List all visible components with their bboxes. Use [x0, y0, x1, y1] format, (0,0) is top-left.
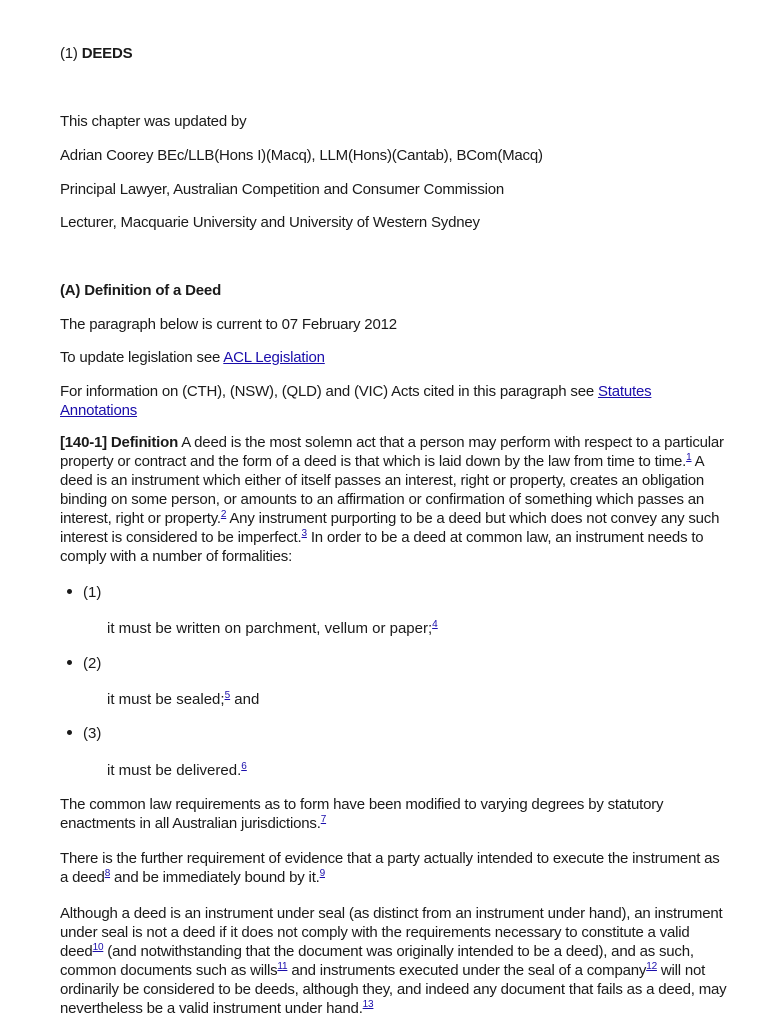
footnote-link-9[interactable]: 9 — [319, 868, 325, 879]
footnote-link-8[interactable]: 8 — [104, 868, 111, 879]
footnote-link-7[interactable]: 7 — [320, 814, 327, 825]
list-item: (2) — [67, 654, 101, 673]
footnote-link-4[interactable]: 4 — [432, 619, 438, 630]
list-item: (3) — [67, 724, 101, 743]
footnote-link-13[interactable]: 13 — [362, 999, 374, 1010]
footnote-link-3[interactable]: 3 — [301, 528, 307, 539]
acl-legislation-link[interactable]: ACL Legislation — [223, 349, 325, 366]
paragraph-instrument-under-seal: Although a deed is an instrument under seal (as distinct from an instrument under hand), an instrument under seal is not a deed if it does not comply with the requirements necessary to constitute a valid deed$^{10}$ (and notwithstanding that the document was originally intended to be a deed), and as such, common documents such as wills$^{11}$ and instruments executed under the seal of a company$^{12}$ will not ordinarily be considered to be deeds, although they, and indeed any document that fails as a deed, may nevertheless be a valid instrument under hand.$^{13}$ — [60, 905, 727, 1017]
paragraph-140-1: [140-1] Definition A deed is the most solemn act that a person may perform with respect to a particular property or contract and the form of a deed is that which is laid down by the law from time to time.$^1$ A deed is an instrument which either of itself passes an interest, right or property, creates an obligation binding on some person, or amounts to an affirmation or confirmation of something which passes an interest, right or property.$^2$ Any instrument purporting to be a deed but which does not convey any such interest is considered to be imperfect.$^3$ In order to be a deed at common law, an instrument needs to comply with a number of formalities: — [60, 434, 724, 565]
list-item-text: it must be sealed;$^5$ and — [107, 690, 260, 708]
footnote-link-1[interactable]: 1 — [686, 452, 692, 463]
bullet-icon — [67, 589, 72, 594]
chapter-number: (1) — [60, 45, 78, 62]
paragraph-label: [140-1] Definition — [60, 434, 179, 451]
section-a-title: (A) Definition of a Deed — [60, 282, 222, 299]
footnote-link-2[interactable]: 2 — [220, 509, 227, 520]
author-name: Adrian Coorey BEc/LLB(Hons I)(Macq), LLM(Hons)(Cantab), BCom(Macq) — [60, 147, 543, 164]
footnote-link-10[interactable]: 10 — [92, 942, 104, 953]
list-item-text: it must be delivered.$^6$ — [107, 761, 247, 779]
footnote-link-5[interactable]: 5 — [224, 690, 231, 701]
statutes-info-line: For information on (CTH), (NSW), (QLD) and (VIC) Acts cited in this paragraph see Statutes Annotations — [60, 383, 652, 419]
updated-intro: This chapter was updated by — [60, 113, 247, 130]
chapter-title: DEEDS — [81, 45, 133, 62]
footnote-link-11[interactable]: 11 — [277, 961, 288, 972]
paragraph-common-law: The common law requirements as to form have been modified to varying degrees by statutory enactments in all Australian jurisdictions.$^7$ — [60, 796, 664, 832]
list-item-text: it must be written on parchment, vellum or paper;$^4$ — [107, 619, 438, 637]
statutes-annotations-link[interactable]: Statutes Annotations — [60, 383, 652, 419]
author-role-2: Lecturer, Macquarie University and University of Western Sydney — [60, 214, 480, 231]
footnote-link-12[interactable]: 12 — [646, 961, 657, 972]
list-item: (1) — [67, 583, 101, 602]
footnote-link-6[interactable]: 6 — [241, 761, 247, 772]
update-legislation-line: To update legislation see ACL Legislation — [60, 349, 325, 366]
current-to-note: The paragraph below is current to 07 February 2012 — [60, 316, 397, 333]
bullet-icon — [67, 730, 72, 735]
author-role-1: Principal Lawyer, Australian Competition and Consumer Commission — [60, 181, 505, 198]
chapter-heading — [60, 44, 728, 63]
bullet-icon — [67, 660, 72, 665]
paragraph-evidence: There is the further requirement of evidence that a party actually intended to execute the instrument as a deed$^8$ and be immediately bound by it.$^9$ — [60, 850, 720, 886]
